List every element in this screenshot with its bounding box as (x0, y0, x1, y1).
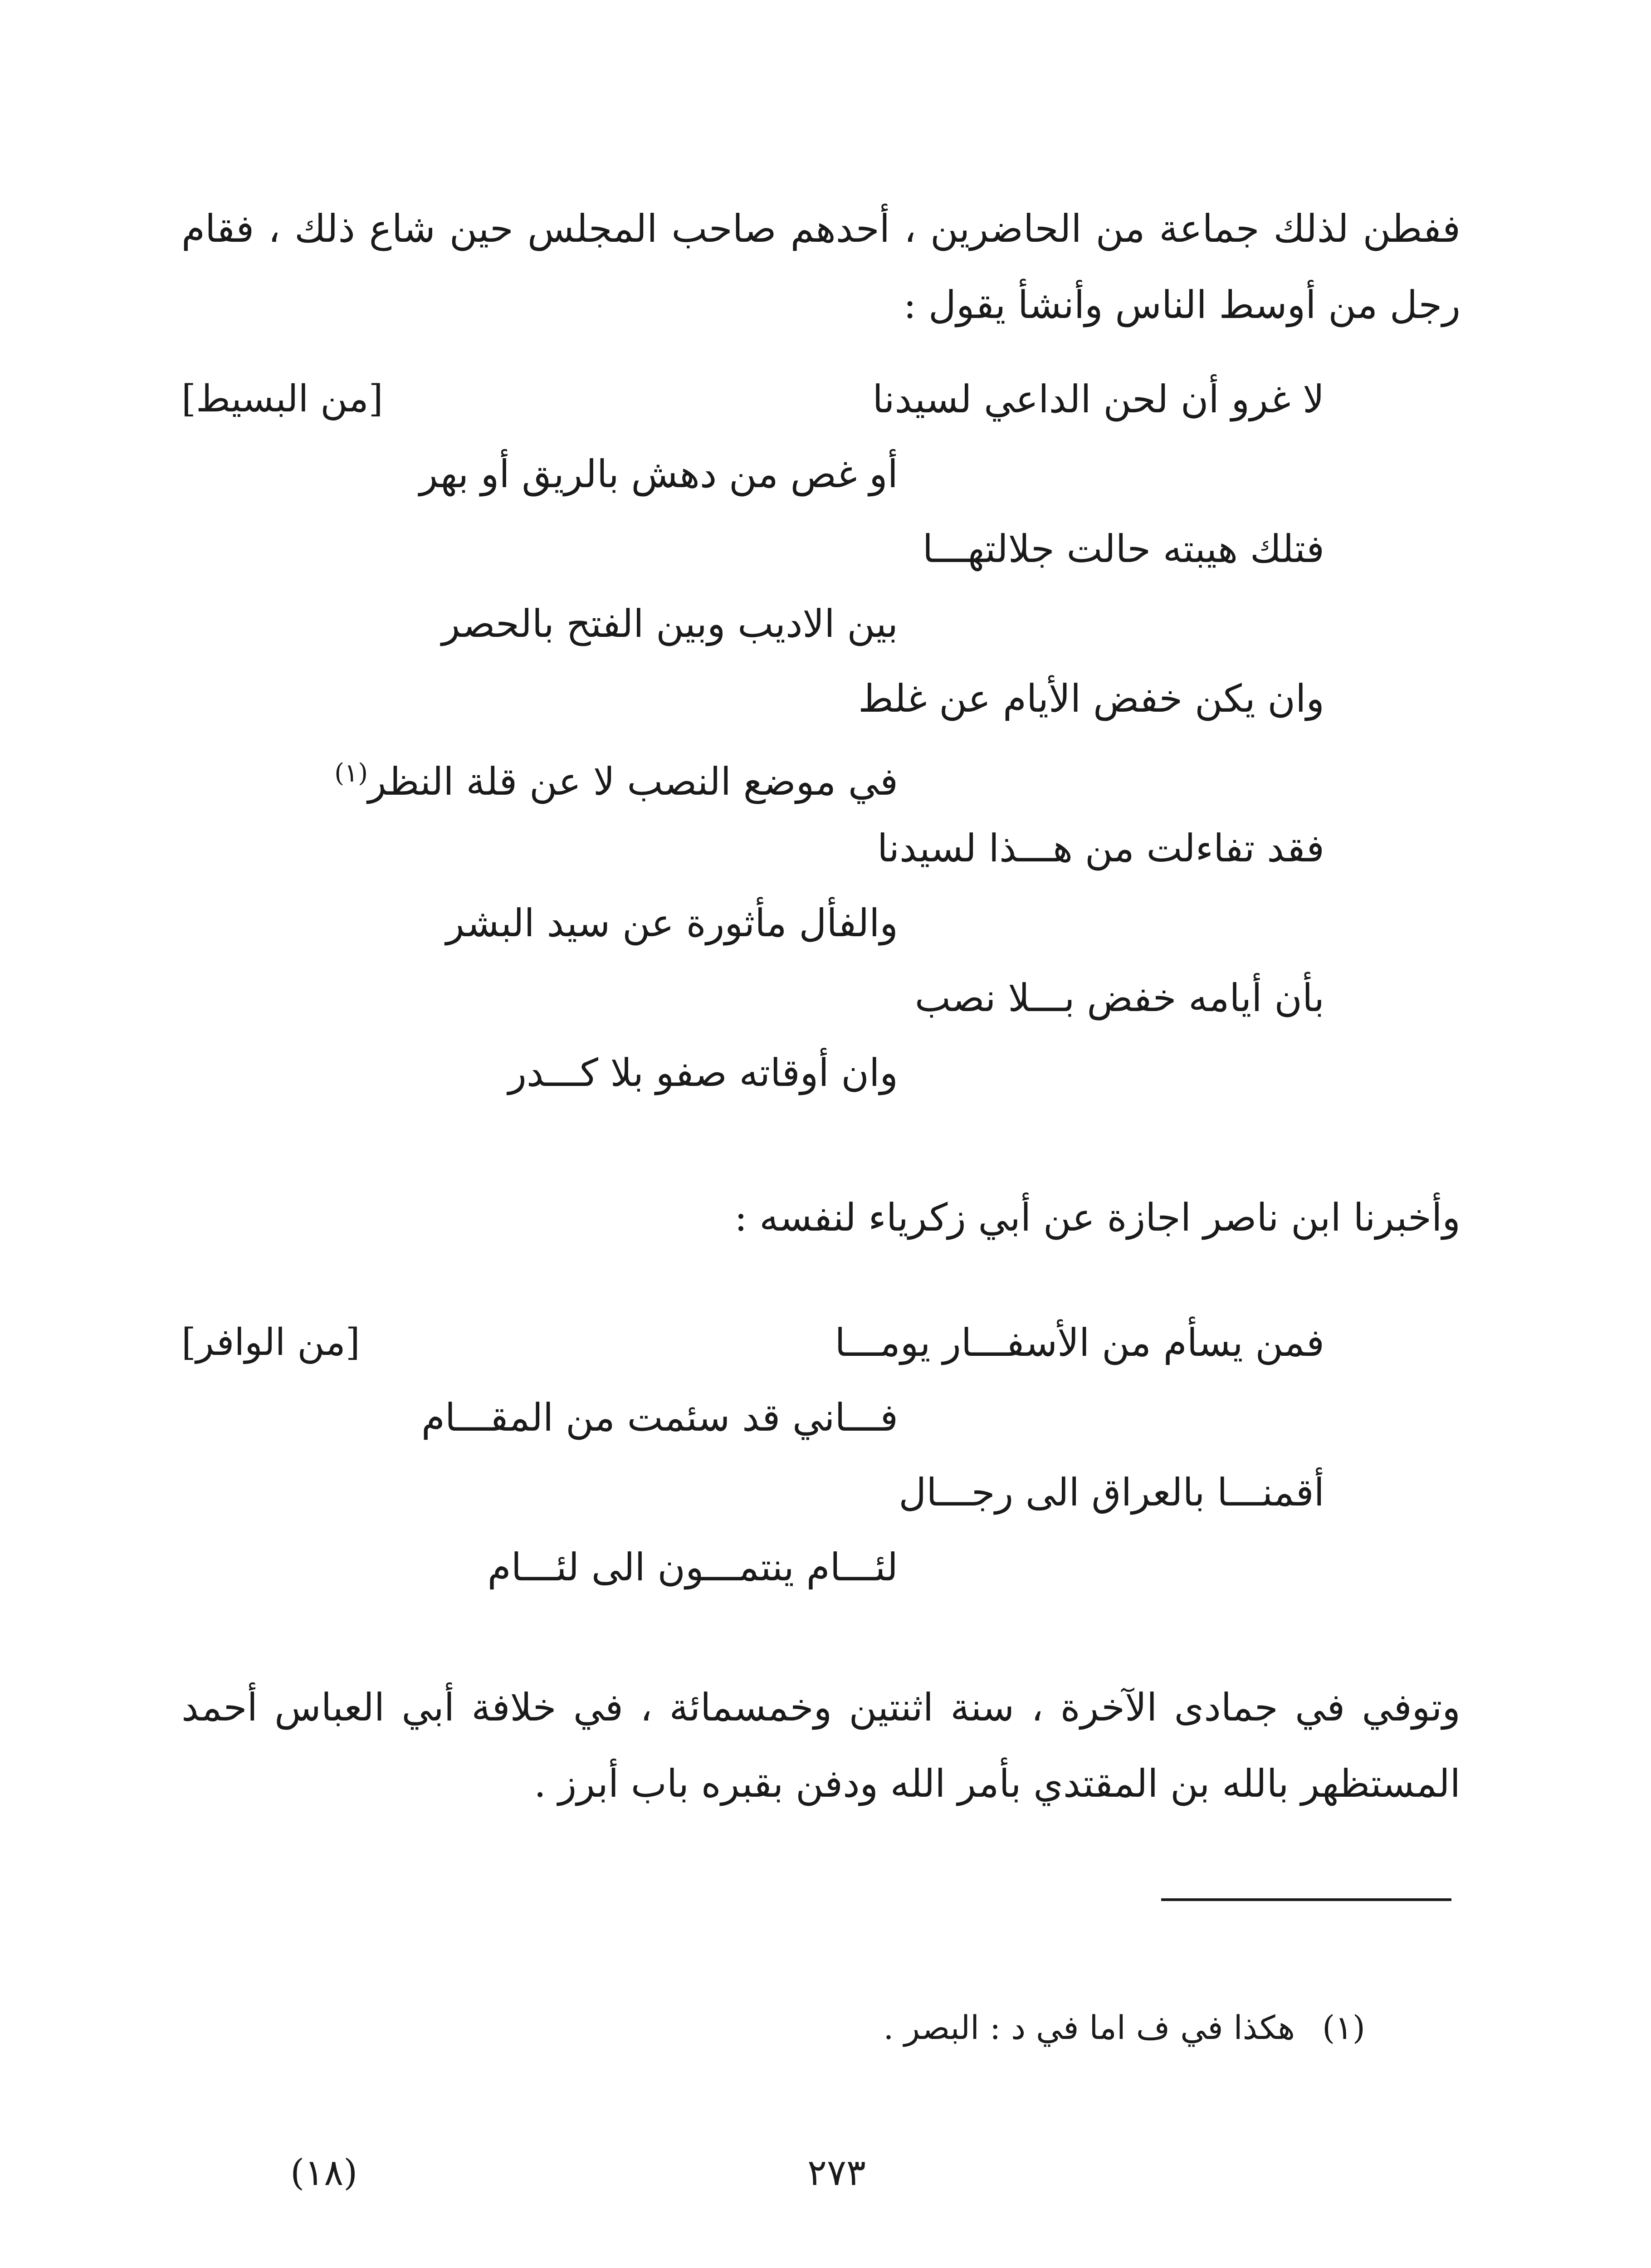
footnote (883, 1996, 1365, 2059)
page-number: ٢٧٣ (807, 2151, 866, 2194)
verse-hemistich: فـــاني قد سئمت من المقـــام (421, 1395, 898, 1440)
second-paragraph: وأخبرنا ابن ناصر اجازة عن أبي زكرياء لنفسه : (734, 1195, 1460, 1240)
verse-hemistich: فقد تفاءلت من هـــذا لسيدنا (877, 826, 1324, 870)
verse-hemistich: بأن أيامه خفض بـــلا نصب (914, 976, 1324, 1020)
verse-text: في موضع النصب لا عن قلة النظر (368, 759, 898, 804)
footnote-divider (1161, 1898, 1451, 1901)
verse-hemistich: فمن يسأم من الأسفـــار يومـــا (835, 1320, 1324, 1365)
verse-hemistich: فتلك هيبته حالت جلالتهـــا (922, 527, 1324, 571)
signature-mark: (١٨) (290, 2151, 358, 2194)
verse-hemistich: أقمنـــا بالعراق الى رجـــال (899, 1470, 1324, 1515)
verse-hemistich-with-ref (334, 737, 898, 818)
footnote-text: هكذا في ف اما في د : البصر . (883, 2009, 1295, 2047)
verse-hemistich: أو غص من دهش بالريق أو بهر (419, 452, 898, 496)
verse-hemistich: لا غرو أن لحن الداعي لسيدنا (872, 377, 1324, 421)
meter-label: [من البسيط] (181, 377, 383, 420)
verse-hemistich: وان أوقاته صفو بلا كـــدر (508, 1051, 898, 1095)
footnote-number: (١) (1322, 2009, 1365, 2047)
verse-hemistich: وان يكن خفض الأيام عن غلط (858, 676, 1324, 721)
verse-hemistich: والفأل مأثورة عن سيد البشر (446, 901, 898, 945)
footnote-ref: (١) (334, 758, 368, 788)
closing-paragraph: وتوفي في جمادى الآخرة ، سنة اثنتين وخمسمائة ، في خلافة أبي العباس أحمد المستظهر بالله بن المقتدي بأمر الله ودفن بقبره باب أبرز . (181, 1685, 1460, 1806)
verse-hemistich: لئـــام ينتمـــون الى لئـــام (487, 1545, 898, 1589)
meter-label: [من الوافر] (181, 1321, 360, 1364)
verse-hemistich: بين الاديب وبين الفتح بالحصر (441, 601, 898, 646)
intro-paragraph: ففطن لذلك جماعة من الحاضرين ، أحدهم صاحب المجلس حين شاع ذلك ، فقام رجل من أوسط الناس وأنشأ يقول : (181, 206, 1460, 327)
